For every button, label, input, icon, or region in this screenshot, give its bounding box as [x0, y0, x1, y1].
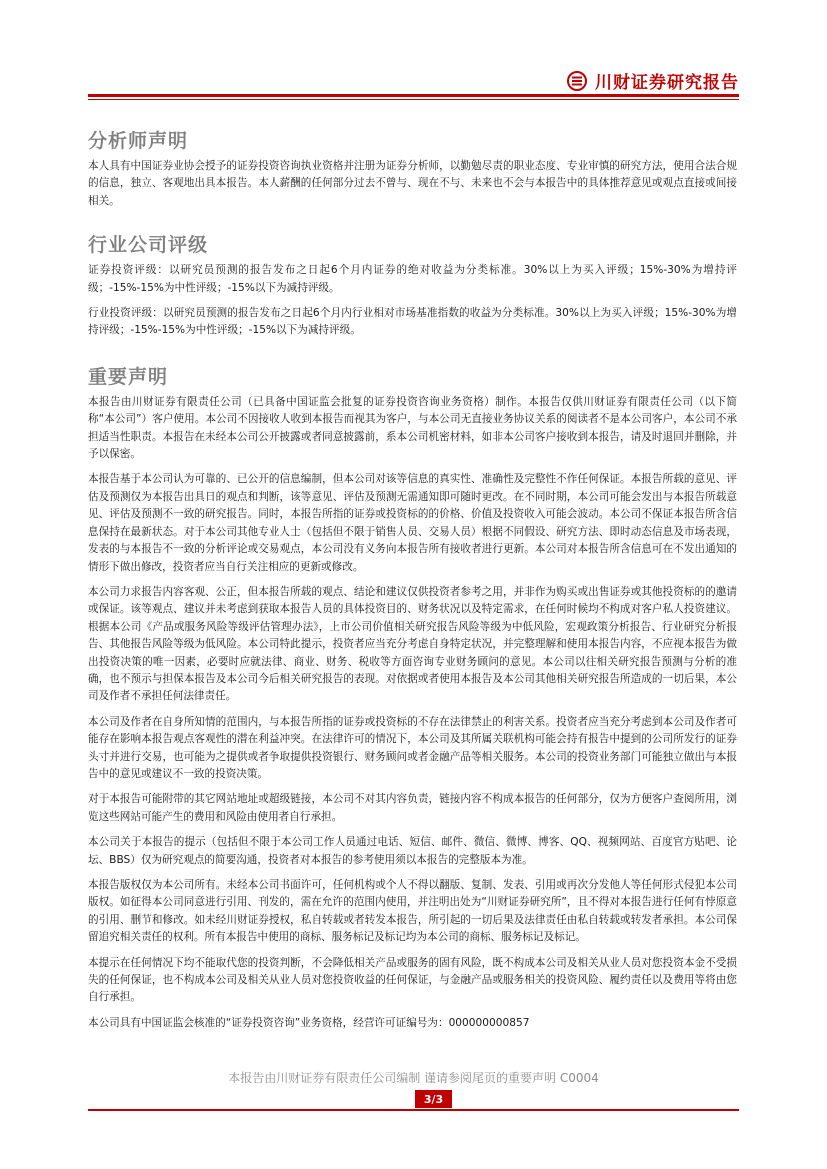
industry-rating-text: 行业投资评级：以研究员预测的报告发布之日起6个月内行业相对市场基准指数的收益为分类标准。30%以上为买入评级；15%-30%为增持评级；-15%-15%为中性评级；-15%以下为减持评级。	[88, 307, 737, 337]
analyst-statement-title: 分析师声明	[88, 130, 189, 152]
disclaimer-paragraph: 本报告由川财证券有限责任公司（已具备中国证监会批复的证券投资咨询业务资格）制作。本报告仅供川财证券有限责任公司（以下简称“本公司”）客户使用。本公司不因接收人收到本报告而视其为客户，与本公司无直接业务协议关系的阅读者不是本公司客户，本公司不承担适当性职责。本报告在未经本公司公开披露或者同意披露前，系本公司机密材料，如非本公司客户接收到本报告，请及时退回并删除，并予以保密。	[88, 395, 737, 461]
disclaimer-paragraph: 本报告版权仅为本公司所有。未经本公司书面许可，任何机构或个人不得以翻版、复制、发表、引用或再次分发他人等任何形式侵犯本公司版权。如征得本公司同意进行引用、刊发的，需在允许的范围内使用，并注明出处为“川财证券研究所”，且不得对本报告进行任何有悖原意的引用、删节和修改。如未经川财证券授权，私自转载或者转发本报告，所引起的一切后果及法律责任由私自转载或转发者承担。本公司保留追究相关责任的权利。所有本报告中使用的商标、服务标记及标记均为本公司的商标、服务标记及标记。	[88, 879, 737, 944]
rating-section	[88, 232, 737, 340]
disclaimer-title: 重要声明	[88, 365, 169, 388]
disclaimer-paragraph: 对于本报告可能附带的其它网站地址或超级链接，本公司不对其内容负责，链接内容不构成本报告的任何部分，仅为方便客户查阅所用，浏览这些网站可能产生的费用和风险由使用者自行承担。	[88, 793, 737, 823]
analyst-statement	[88, 128, 737, 210]
analyst-statement-text: 本人具有中国证券业协会授予的证券投资咨询执业资格并注册为证券分析师，以勤勉尽责的职业态度、专业审慎的研究方法，使用合法合规的信息，独立、客观地出具本报告。本人薪酬的任何部分过去不曾与、现在不与、未来也不会与本报告中的具体推荐意见或观点直接或间接相关。	[88, 160, 737, 207]
license-statement: 本公司具有中国证监会核准的“证券投资咨询”业务资格，经营许可证编号为：000000000857	[88, 1016, 530, 1029]
footer-rule	[88, 1109, 739, 1111]
disclaimer-paragraph: 本公司力求报告内容客观、公正，但本报告所载的观点、结论和建议仅供投资者参考之用，并非作为购买或出售证券或其他投资标的的邀请或保证。该等观点、建议并未考虑到获取本报告人员的具体投资目的、财务状况以及特定需求，在任何时候均不构成对客户私人投资建议。根据本公司《产品或服务风险等级评估管理办法》，上市公司价值相关研究报告风险等级为中低风险，宏观政策分析报告、行业研究分析报告、其他报告风险等级为低风险。本公司特此提示，投资者应当充分考虑自身特定状况，并完整理解和使用本报告内容，不应视本报告为做出投资决策的唯一因素，必要时应就法律、商业、财务、税收等方面咨询专业财务顾问的意见。本公司以往相关研究报告预测与分析的准确，也不预示与担保本报告及本公司今后相关研究报告的表现。对依据或者使用本报告及本公司其他相关研究报告所造成的一切后果，本公司及作者不承担任何法律责任。	[88, 585, 737, 703]
rating-title: 行业公司评级	[88, 234, 209, 257]
stock-rating-text: 证券投资评级：以研究员预测的报告发布之日起6个月内证券的绝对收益为分类标准。30%以上为买入评级；15%-30%为增持评级；-15%-15%为中性评级；-15%以下为减持评级。	[88, 264, 737, 294]
brand-name: 川财证券研究报告	[595, 73, 739, 93]
report-content	[88, 128, 737, 1032]
disclaimer-paragraph: 本公司及作者在自身所知情的范围内，与本报告所指的证券或投资标的不存在法律禁止的利害关系。投资者应当充分考虑到本公司及作者可能存在影响本报告观点客观性的潜在利益冲突。在法律许可的情况下，本公司及其所属关联机构可能会持有报告中提到的公司所发行的证券头寸并进行交易，也可能为之提供或者争取提供投资银行、财务顾问或者金融产品等相关服务。本公司的投资业务部门可能独立做出与本报告中的意见或建议不一致的投资决策。	[88, 715, 737, 780]
disclaimer-paragraph: 本报告基于本公司认为可靠的、已公开的信息编制，但本公司对该等信息的真实性、准确性及完整性不作任何保证。本报告所载的意见、评估及预测仅为本报告出具日的观点和判断，该等意见、评估及预测无需通知即可随时更改。在不同时期，本公司可能会发出与本报告所载意见、评估及预测不一致的研究报告。同时，本报告所指的证券或投资标的的价格、价值及投资收入可能会波动。本公司不保证本报告所含信息保持在最新状态。对于本公司其他专业人士（包括但不限于销售人员、交易人员）根据不同假设、研究方法、即时动态信息及市场表现，发表的与本报告不一致的分析评论或交易观点，本公司没有义务向本报告所有接收者进行更新。本公司对本报告所含信息可在不发出通知的情形下做出修改，投资者应当自行关注相应的更新或修改。	[88, 473, 737, 573]
header-rule	[88, 94, 739, 97]
important-disclaimer	[88, 364, 737, 1032]
disclaimer-paragraph: 本公司关于本报告的提示（包括但不限于本公司工作人员通过电话、短信、邮件、微信、微博、博客、QQ、视频网站、百度官方贴吧、论坛、BBS）仅为研究观点的简要沟通，投资者对本报告的参考使用须以本报告的完整版本为准。	[88, 836, 737, 866]
disclaimer-paragraph: 本提示在任何情况下均不能取代您的投资判断，不会降低相关产品或服务的固有风险，既不构成本公司及相关从业人员对您投资本金不受损失的任何保证，也不构成本公司及相关从业人员对您投资收益的任何保证，与金融产品或服务相关的投资风险、履约责任以及费用等将由您自行承担。	[88, 956, 737, 1004]
header-rule-thin	[88, 99, 739, 100]
brand	[567, 68, 739, 93]
page-number: 3/3	[415, 1090, 452, 1108]
chuancai-logo-icon	[567, 71, 587, 91]
footer-note: 本报告由川财证券有限责任公司编制 谨请参阅尾页的重要声明 C0004	[228, 1071, 599, 1085]
